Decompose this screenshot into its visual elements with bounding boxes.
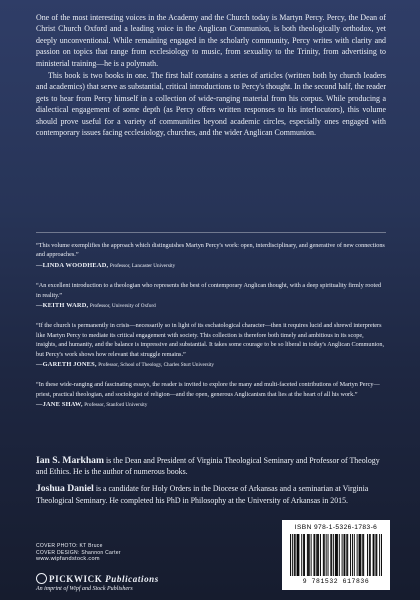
endorsement-quote: “An excellent introduction to a theologian who represents the best of contemporary Anglican thought, with a deep spirituality firmly rooted in reality.” <box>36 282 382 299</box>
barcode-bar <box>298 534 299 576</box>
barcode-bar <box>330 534 331 576</box>
editor-name: Joshua Daniel <box>36 483 94 495</box>
barcode-bar <box>354 534 355 576</box>
publisher-name-main: PICKWICK <box>49 574 103 584</box>
barcode-bar <box>350 534 351 576</box>
barcode-bar <box>367 534 368 576</box>
barcode-bar <box>335 534 336 576</box>
isbn-label: ISBN 978-1-5326-1783-6 <box>294 524 378 531</box>
endorsement-attribution <box>36 400 386 410</box>
barcode-bar <box>294 534 295 576</box>
barcode-bar <box>375 534 376 576</box>
barcode-bar <box>374 534 375 576</box>
barcode-bar <box>307 534 308 576</box>
endorser-name: —KEITH WARD, <box>36 302 89 310</box>
endorsement-attribution <box>36 301 386 311</box>
barcode-bar <box>297 534 298 576</box>
editor-bios <box>36 455 386 512</box>
barcode-bar <box>359 534 360 576</box>
editor-name: Ian S. Markham <box>36 455 104 466</box>
endorser-name: —JANE SHAW, <box>36 401 83 409</box>
barcode-bar <box>290 534 291 576</box>
endorsement-quote: “In these wide-ranging and fascinating essays, the reader is invited to explore the many and multi-faceted contributions of Martyn Percy—priest, practical theologian, and sociologist of religion—and the open, generous Anglicanism that lies at the heart of all his work.” <box>36 381 380 398</box>
barcode-bar <box>344 534 345 576</box>
barcode-bar <box>359 534 360 576</box>
barcode-bar <box>363 534 364 576</box>
pickwick-logo-icon <box>36 573 47 584</box>
barcode-bar <box>369 534 370 576</box>
barcode-bar <box>304 534 305 576</box>
barcode-digits: 9 781532 617836 <box>302 578 370 585</box>
barcode-bar <box>336 534 337 576</box>
cover-photo-credit: COVER PHOTO: KT Bruce <box>36 543 103 549</box>
barcode-bar <box>301 534 302 576</box>
publisher-imprint: An imprint of Wipf and Stock Publishers <box>36 586 133 593</box>
barcode-bar <box>331 534 332 576</box>
barcode-bar <box>313 534 314 576</box>
barcode-bar <box>298 534 299 576</box>
barcode-icon <box>290 534 382 576</box>
barcode-bar <box>370 534 371 576</box>
barcode-bar <box>347 534 348 576</box>
cover-design-credit: COVER DESIGN: Shannon Carter <box>36 549 121 556</box>
barcode-bar <box>316 534 317 576</box>
endorsement-attribution <box>36 261 386 271</box>
barcode-bar <box>324 534 325 576</box>
editor-bio-text: is the Dean and President of Virginia Theological Seminary and Professor of Theology and Ethics. He is the author of numerous books. <box>36 456 380 477</box>
barcode-bar <box>292 534 293 576</box>
endorser-affiliation: Professor, Lancaster University <box>109 262 176 269</box>
barcode-bar <box>344 534 345 576</box>
endorsement-quote: “This volume exemplifies the approach which distinguishes Martyn Percy's work: open, interdisciplinary, and generative of new connections and approaches.” <box>36 242 385 259</box>
barcode-bar <box>376 534 377 576</box>
cover-credits <box>36 543 121 563</box>
barcode-bar <box>357 534 358 576</box>
barcode-bar <box>318 534 319 576</box>
endorser-affiliation: Professor, Stanford University <box>84 402 148 409</box>
barcode-bar <box>346 534 347 576</box>
publisher-mark <box>36 574 159 592</box>
endorsement <box>36 281 386 311</box>
barcode-bar <box>381 534 382 576</box>
endorser-affiliation: Professor, University of Oxford <box>89 303 156 310</box>
barcode-bar <box>308 534 309 576</box>
publisher-url: www.wipfandstock.com <box>36 556 100 563</box>
blurb-paragraph: This book is two books in one. The first half contains a series of articles (written both by church leaders and academics) that serve as substantial, critical introductions to Percy's thought. In the second half, the reader gets to hear from Percy himself in a collection of wide-ranging material from his corpus. While producing a dialectical engagement of some depth (as Percy offers written responses to his interlocutors), this volume should prove useful for a variety of communities beyond academic circles, especially ones engaged with contemporary issues facing ecclesiology, churches, and the wider Anglican Communion. <box>36 71 386 138</box>
blurb-paragraph: One of the most interesting voices in the Academy and the Church today is Martyn Percy. Percy, the Dean of Christ Church Oxford and a leading voice in the Anglican Communion, is both theologically orthodox, yet deeply unconventional. While remaining engaged in the scholarly community, Percy writes with clarity and passion on topics that range from ecclesiology to music, from sexuality to the Trinity, from advertising to ministerial training—he is a polymath. <box>36 13 386 68</box>
barcode-bar <box>352 534 353 576</box>
endorsement-quote: “If the church is permanently in crisis—necessarily so in light of its eschatological character—then it requires lucid and shrewd interpreters like Martyn Percy to mediate its critical engagement with society. This collection is therefore both timely and ambitious in its scope, insights, and humanity, and the balance is impressive and substantial. It takes some courage to be so liberal in today's Anglican Communion, but Percy's work shows how relevant that struggle remains.” <box>36 322 385 358</box>
section-divider <box>36 232 386 233</box>
barcode-bar <box>317 534 318 576</box>
barcode-bar <box>303 534 304 576</box>
barcode-bar <box>360 534 361 576</box>
barcode-bar <box>323 534 324 576</box>
barcode-bar <box>379 534 380 576</box>
publisher-name <box>36 574 159 585</box>
endorser-name: —LINDA WOODHEAD, <box>36 261 109 269</box>
barcode-bar <box>328 534 329 576</box>
endorsements-list <box>36 241 386 421</box>
barcode-bar <box>295 534 296 576</box>
endorser-affiliation: Professor, School of Theology, Charles Sturt University <box>98 362 215 369</box>
endorsement <box>36 321 386 370</box>
endorsement <box>36 380 386 410</box>
barcode-bar <box>314 534 315 576</box>
editor-bio <box>36 455 386 477</box>
back-cover-blurb <box>36 12 386 138</box>
barcode-bar <box>337 534 338 576</box>
barcode-bar <box>309 534 310 576</box>
endorser-name: —GARETH JONES, <box>36 361 97 369</box>
barcode-bar <box>339 534 340 576</box>
endorsement <box>36 241 386 271</box>
barcode-box <box>282 520 390 590</box>
barcode-bar <box>362 534 363 576</box>
endorsement-attribution <box>36 360 386 370</box>
barcode-bar <box>373 534 374 576</box>
barcode-bar <box>311 534 312 576</box>
barcode-bar <box>326 534 327 576</box>
publisher-name-suffix: Publications <box>105 574 159 584</box>
editor-bio-text: is a candidate for Holy Orders in the Diocese of Arkansas and a seminarian at Virginia Theological Seminary. He completed his PhD in Philosophy at the University of Arkansas in 2015. <box>36 484 369 505</box>
barcode-bar <box>333 534 334 576</box>
barcode-bar <box>320 534 321 576</box>
editor-bio <box>36 483 386 505</box>
barcode-bar <box>342 534 343 576</box>
